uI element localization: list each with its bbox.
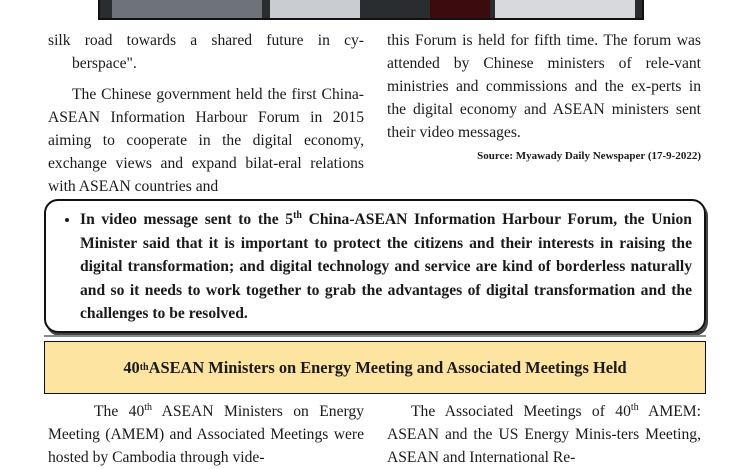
article-left-column (48, 400, 364, 469)
photo-region (495, 0, 635, 18)
paragraph-line: silk road towards a shared future in cy- (48, 32, 364, 49)
callout-text: In video message sent to the 5 (80, 211, 294, 228)
headline-text: ASEAN Ministers on Energy Meeting and Associated Meetings Held (148, 357, 627, 377)
article-right-column (387, 400, 701, 469)
photo-region (430, 0, 490, 18)
callout-text: China-ASEAN Information Harbour Forum, the Union Minister said that it is important to protect the citizens and their interests in raising the digital transformation; and digital technology and service are kind of borderless naturally and so it needs to work together to grab the advantages of digital transformation and the challenges to be resolved. (80, 211, 692, 322)
paragraph-text: AMEM: ASEAN and the US Energy Minis-ters Meeting, ASEAN and International Re- (387, 403, 702, 466)
paragraph (48, 400, 364, 469)
callout-item (80, 208, 692, 326)
section-divider (44, 335, 706, 337)
ordinal-suffix: th (293, 209, 302, 221)
paragraph: this Forum is held for fifth time. The forum was attended by Chinese ministers of rele-vant ministries and commissions and the ex-perts in the digital economy and ASEAN ministers sent their video messages. (387, 32, 701, 141)
photo-region (270, 0, 360, 18)
paragraph-text: ASEAN Ministers on Energy Meeting (AMEM) and Associated Meetings were hosted by Cambodia through vide- (48, 403, 364, 466)
left-column (48, 29, 364, 198)
headline-number: 40 (123, 357, 140, 377)
photo-region (112, 0, 262, 18)
news-photo (98, 0, 644, 20)
right-column (387, 29, 701, 144)
paragraph-line: berspace". (72, 55, 137, 72)
article-headline: 40 th ASEAN Ministers on Energy Meeting and Associated Meetings Held (44, 341, 706, 394)
ordinal-suffix: th (630, 401, 639, 413)
callout-box (44, 199, 706, 333)
ordinal-suffix: th (144, 401, 153, 413)
source-credit: Source: Myawady Daily Newspaper (17-9-2022) (477, 150, 701, 162)
paragraph (387, 400, 701, 469)
paragraph-text: The Associated Meetings of 40 (411, 403, 631, 420)
paragraph: The Chinese government held the first China-ASEAN Information Harbour Forum in 2015 aiming to cooperate in the digital economy, exchange views and expand bilat-eral relations with ASEAN countries and (48, 86, 364, 195)
paragraph-text: The 40 (94, 403, 145, 420)
